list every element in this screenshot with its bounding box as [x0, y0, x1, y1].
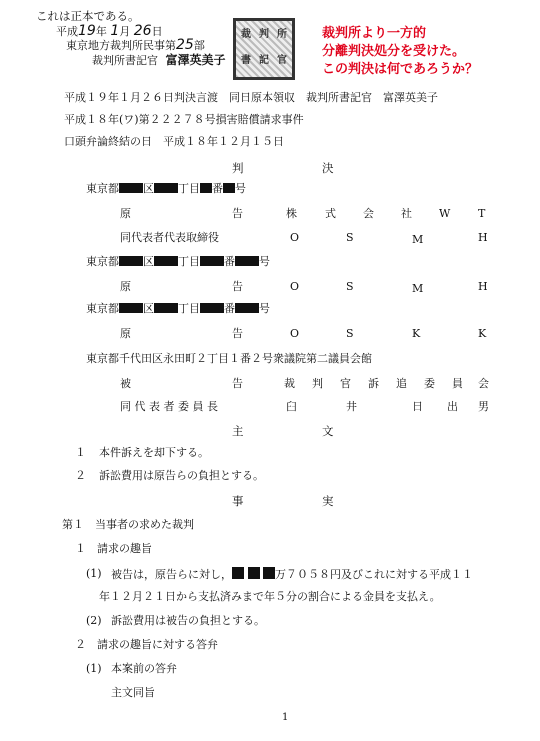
handwritten-year: 19 [78, 23, 96, 39]
claim-text: 被告は，原告らに対し， 万７０５８円及びこれに対する平成１１ [111, 568, 473, 581]
representative-letter: M [412, 233, 424, 246]
main-text-heading-char-2: 文 [322, 424, 334, 438]
party-name: 訴 [368, 377, 379, 390]
clerk-line: 裁判所書記官 富澤英美子 [92, 53, 226, 67]
representative-name-char: 臼 [286, 400, 297, 413]
party-name: S [346, 280, 354, 293]
redaction-block [200, 256, 212, 266]
party-name: 裁 [284, 377, 295, 390]
main-item-number: ２ [75, 469, 86, 482]
representative-name-char: 男 [478, 400, 489, 413]
title-char-2: 決 [322, 161, 334, 175]
party-role: 告 [232, 207, 243, 220]
annotation-line-3: この判決は何であろうか？ [322, 62, 479, 77]
redaction-block [247, 303, 259, 313]
party-role: 告 [232, 280, 243, 293]
answer-number: (1) [86, 662, 102, 675]
page-number: 1 [282, 712, 289, 723]
representative-label: 同代表者代表取締役 [120, 231, 219, 244]
redaction-block [154, 183, 166, 193]
handwritten-month: 1 [110, 23, 120, 39]
representative-name-char: 出 [447, 400, 458, 413]
handwritten-day: 26 [133, 23, 152, 39]
facts-heading-char-1: 事 [232, 494, 244, 508]
party-name: K [478, 327, 487, 340]
representative-letter: O [290, 231, 300, 244]
redaction-block [200, 303, 212, 313]
redaction-block [119, 303, 131, 313]
party-role: 原 [120, 280, 131, 293]
section-heading: 第１ 当事者の求めた裁判 [62, 518, 194, 531]
party-name: O [290, 327, 300, 340]
party-name: 式 [325, 207, 336, 220]
redaction-block [212, 256, 224, 266]
subsection-heading: １ 請求の趣旨 [75, 542, 152, 555]
handwritten-division: 25 [176, 37, 194, 53]
party-name: 追 [396, 377, 407, 390]
party-name: 社 [401, 207, 412, 220]
representative-letter: S [346, 231, 354, 244]
party-name: 株 [286, 207, 297, 220]
redaction-block [131, 303, 143, 313]
redaction-block [247, 256, 259, 266]
title-char-1: 判 [232, 161, 244, 175]
annotation-line-1: 裁判所より一方的 [322, 26, 427, 41]
redaction-block [154, 256, 166, 266]
redaction-block [223, 183, 235, 193]
party-name: S [346, 327, 354, 340]
redaction-block [131, 256, 143, 266]
party-role: 被 [120, 377, 131, 390]
oral-argument-end-line: 口頭弁論終結の日 平成１８年１２月１５日 [64, 135, 284, 148]
claim-number: (2) [86, 614, 102, 627]
party-name: 判 [312, 377, 323, 390]
party-name: W [439, 207, 451, 220]
redaction-block [131, 183, 143, 193]
main-item-text: 本件訴えを却下する。 [99, 446, 209, 459]
party-role: 告 [232, 327, 243, 340]
certification-line: これは正本である。 [36, 9, 140, 23]
party-role: 原 [120, 207, 131, 220]
claim-number: (1) [86, 567, 102, 580]
redaction-block [166, 256, 178, 266]
claim-text: 訴訟費用は被告の負担とする。 [111, 614, 265, 627]
party-name: K [412, 327, 421, 340]
certification-date: 平成19年 1月 26日 [56, 23, 163, 39]
redaction-block [263, 567, 275, 579]
party-name: M [412, 282, 424, 295]
main-text-heading-char-1: 主 [232, 424, 244, 438]
court-seal: 裁 判 所 書 記 官 [233, 18, 295, 80]
party-role: 原 [120, 327, 131, 340]
representative-name-char: 日 [412, 400, 423, 413]
answer-subtext: 主文同旨 [111, 686, 155, 699]
facts-heading-char-2: 実 [322, 494, 334, 508]
defendant-address: 東京都千代田区永田町２丁目１番２号衆議院第二議員会館 [86, 352, 372, 365]
party-name: 委 [424, 377, 435, 390]
judgment-date-line: 平成１９年１月２６日判決言渡 同日原本領収 裁判所書記官 富澤英美子 [64, 91, 438, 104]
party-address: 東京都 区 丁目 番 号 [86, 302, 270, 315]
party-name: T [478, 207, 486, 220]
representative-label: 同 代 表 者 委 員 長 [120, 400, 218, 413]
representative-letter: H [478, 231, 488, 244]
party-name: 員 [452, 377, 463, 390]
redaction-block [119, 256, 131, 266]
party-name: O [290, 280, 300, 293]
party-name: 会 [478, 377, 489, 390]
party-name: 官 [340, 377, 351, 390]
answer-text: 本案前の答弁 [111, 662, 177, 675]
redaction-block [166, 303, 178, 313]
redaction-block [200, 183, 212, 193]
court-division-line: 東京地方裁判所民事第25部 [66, 37, 205, 53]
party-address: 東京都 区 丁目 番 号 [86, 255, 270, 268]
redaction-block [166, 183, 178, 193]
subsection-heading: ２ 請求の趣旨に対する答弁 [75, 638, 218, 651]
redaction-block [212, 303, 224, 313]
party-name: 会 [363, 207, 374, 220]
case-number-line: 平成１８年(ワ)第２２２７８号損害賠償請求事件 [64, 113, 304, 126]
party-address: 東京都 区 丁目 番 号 [86, 182, 246, 195]
redaction-block [235, 303, 247, 313]
party-role: 告 [232, 377, 243, 390]
representative-name-char: 井 [346, 400, 357, 413]
claim-text-continued: 年１２月２１日から支払済みまで年５分の割合による金員を支払え。 [99, 590, 441, 603]
redaction-block [235, 256, 247, 266]
redaction-block [232, 567, 244, 579]
main-item-number: １ [75, 446, 86, 459]
redaction-block [154, 303, 166, 313]
redaction-block [248, 567, 260, 579]
annotation-line-2: 分離判決処分を受けた。 [322, 44, 466, 59]
party-name: H [478, 280, 488, 293]
main-item-text: 訴訟費用は原告らの負担とする。 [99, 469, 264, 482]
redaction-block [119, 183, 131, 193]
